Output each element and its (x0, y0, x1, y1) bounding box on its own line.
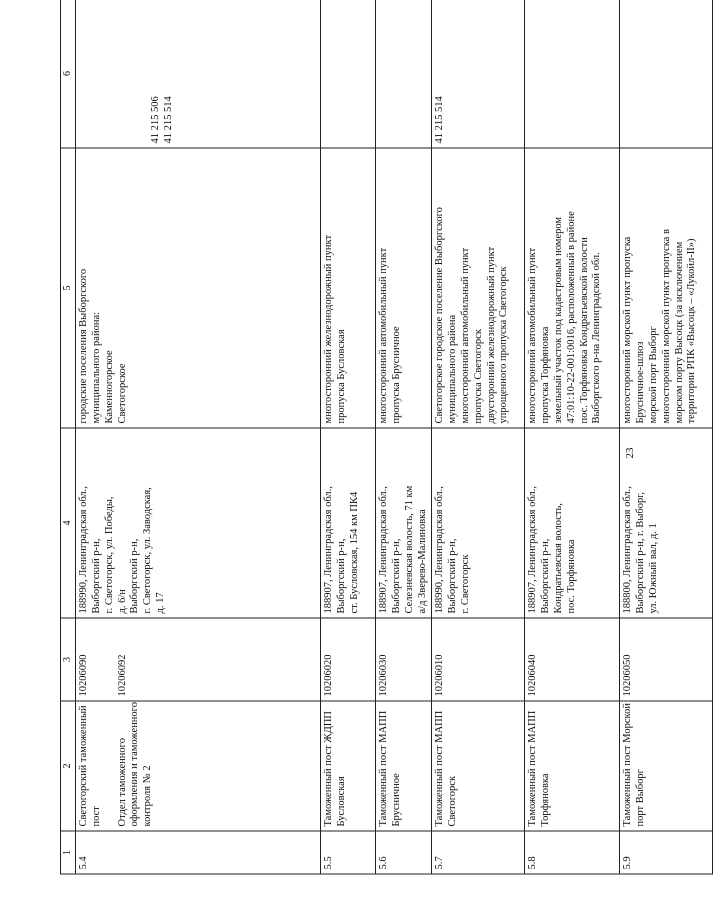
header-row (61, 0, 76, 874)
address-cell (620, 428, 713, 618)
text-line: морской порт Выборг (647, 326, 659, 424)
text-line: 47:01:10-22-001:0016, расположенный в районе (565, 211, 577, 424)
table-row (376, 0, 432, 874)
text-line: 188990, Ленинградская обл., (434, 486, 446, 614)
table-row (620, 0, 713, 874)
text-line: пос. Торфяновка Кондратьевской волости (578, 237, 590, 424)
text-line: Выборгский р-н, (335, 538, 347, 614)
text-line: г. Светогорск (459, 554, 471, 614)
text-line: Каменногорское (103, 350, 115, 424)
rotated-table-wrapper (60, 30, 698, 875)
document-page (60, 30, 698, 875)
header-cell: 1 (61, 831, 76, 874)
text-line: г. Светогорск, ул. Заводская, (142, 487, 154, 614)
post-name-cell (321, 701, 376, 831)
text-line: городские поселения Выборгского (78, 268, 90, 424)
page-number: 23 (624, 447, 636, 459)
okato-cell (620, 0, 713, 148)
jurisdiction-cell (432, 148, 525, 428)
text-line: земельный участок под кадастровым номером (552, 216, 564, 424)
text-line: многосторонний морской пункт пропуска (622, 236, 634, 424)
post-code-cell (620, 618, 713, 701)
text-line: морском порту Высоцк (за исключением (673, 241, 685, 424)
text-line: 41 215 506 (150, 96, 162, 144)
text-line: д. 17 (154, 592, 166, 614)
header-cell: 5 (61, 148, 76, 428)
text-line: Выборгский р-н, (540, 538, 552, 614)
text-line: оформления и таможенного (129, 702, 141, 827)
table-row (76, 0, 321, 874)
header-cell: 4 (61, 428, 76, 618)
text-line: многосторонний автомобильный пункт (378, 247, 390, 424)
text-line: пос. Торфяновка (565, 539, 577, 614)
okato-cell (76, 0, 321, 148)
text-line: пропуска Бусловская (335, 329, 347, 424)
okato-cell (432, 0, 525, 148)
text-line: Выборгский р-н, г. Выборг, (635, 492, 647, 614)
jurisdiction-cell (525, 148, 620, 428)
row-number: 5.8 (525, 831, 620, 874)
table-row (525, 0, 620, 874)
text-line: 188800, Ленинградская обл., (622, 486, 634, 614)
jurisdiction-cell (376, 148, 432, 428)
text-line: 188907, Ленинградская обл., (527, 486, 539, 614)
text-line (104, 623, 117, 697)
text-line: Выборгский р-н, (129, 538, 141, 614)
text-line: д. 6/н (116, 589, 128, 614)
text-line: Таможенный пост Морской (622, 703, 634, 827)
text-line: 41 215 514 (434, 96, 446, 144)
address-cell (525, 428, 620, 618)
text-line: 41 215 514 (162, 96, 174, 144)
okato-cell (525, 0, 620, 148)
okato-cell (321, 0, 376, 148)
text-line: Светогорское городское поселение Выборгского (434, 207, 446, 424)
text-line: многосторонний морской пункт пропуска в (660, 229, 672, 424)
text-line: Торфяновка (540, 773, 552, 827)
post-code-cell (432, 618, 525, 701)
text-line: 10206040 (527, 654, 539, 697)
text-line: пропуска Торфяновка (540, 326, 552, 424)
post-name-cell (376, 701, 432, 831)
text-line (91, 623, 104, 697)
text-line: Таможенный пост ЖДПП (323, 711, 335, 827)
row-number: 5.7 (432, 831, 525, 874)
text-line: 10206090 (78, 654, 90, 697)
text-line: Брусничное-шлюз (635, 341, 647, 424)
post-code-cell (525, 618, 620, 701)
text-line: 188990, Ленинградская обл., (78, 486, 90, 614)
text-line: 10206030 (378, 654, 390, 697)
text-line: муниципального района: (90, 311, 102, 424)
address-cell (376, 428, 432, 618)
header-cell: 2 (61, 701, 76, 831)
text-line: пропуска Брусничное (390, 326, 402, 424)
post-name-cell (525, 701, 620, 831)
jurisdiction-cell (620, 148, 713, 428)
text-line: Выборгский р-н, (390, 538, 402, 614)
post-code-cell (76, 618, 321, 701)
post-name-cell (620, 701, 713, 831)
text-line: 188907, Ленинградская обл., (323, 486, 335, 614)
text-line: Выборгский р-н, (447, 538, 459, 614)
text-line: многосторонний автомобильный пункт (459, 247, 471, 424)
row-number: 5.4 (76, 831, 321, 874)
header-cell: 6 (61, 0, 76, 148)
header-cell: 3 (61, 618, 76, 701)
text-line: 188907, Ленинградская обл., (378, 486, 390, 614)
text-line: порт Выборг (635, 769, 647, 827)
text-line: г. Светогорск, ул. Победы, (103, 496, 115, 614)
post-name-cell (432, 701, 525, 831)
text-line: 10206092 (116, 654, 128, 697)
row-number: 5.6 (376, 831, 432, 874)
row-number: 5.5 (321, 831, 376, 874)
post-name-cell (76, 701, 321, 831)
table-row (321, 0, 376, 874)
address-cell (432, 428, 525, 618)
text-line: Таможенный пост МАПП (434, 710, 446, 827)
text-line: 10206020 (323, 654, 335, 697)
text-line: Брусничное (390, 773, 402, 827)
text-line: Светогорское (116, 363, 128, 424)
post-code-cell (376, 618, 432, 701)
jurisdiction-cell (321, 148, 376, 428)
text-line: многосторонний автомобильный пункт (527, 247, 539, 424)
text-line: Селезневская волость, 71 км (403, 485, 415, 614)
text-line: Таможенный пост МАПП (527, 710, 539, 827)
address-cell (321, 428, 376, 618)
text-line: многосторонний железнодорожный пункт (323, 234, 335, 424)
text-line: пропуска Светогорск (472, 329, 484, 424)
text-line: Отдел таможенного (116, 738, 128, 827)
okato-cell (376, 0, 432, 148)
text-line (104, 706, 117, 827)
row-number: 5.9 (620, 831, 713, 874)
text-line: Выборгского р-на Ленинградской обл. (591, 252, 603, 424)
text-line: ул. Южный вал, д. 1 (647, 523, 659, 614)
text-line: территории РПК «Высоцк – «Лукойл-II») (686, 238, 698, 424)
text-line: Светогорский таможенный (78, 705, 90, 827)
text-line: Кондратьевская волость, (552, 503, 564, 614)
text-line: Светогорск (447, 775, 459, 827)
text-line: пост (90, 806, 102, 827)
text-line: контроля № 2 (142, 765, 154, 827)
customs-posts-table (60, 0, 713, 875)
text-line: Таможенный пост МАПП (378, 710, 390, 827)
text-line: ст. Бусловская, 154 км ПК4 (348, 491, 360, 614)
text-line: Бусловская (335, 776, 347, 827)
text-line: упрощенного пропуска Светогорск (498, 266, 510, 424)
text-line: муниципального района (447, 314, 459, 424)
post-code-cell (321, 618, 376, 701)
jurisdiction-cell (76, 148, 321, 428)
text-line: 10206010 (434, 654, 446, 697)
address-cell (76, 428, 321, 618)
text-line: 10206050 (622, 654, 634, 697)
text-line: двусторонний железнодорожный пункт (485, 246, 497, 424)
table-row (432, 0, 525, 874)
text-line: Выборгский р-н, (90, 538, 102, 614)
text-line: а/д Зверево-Малиновка (416, 509, 428, 614)
